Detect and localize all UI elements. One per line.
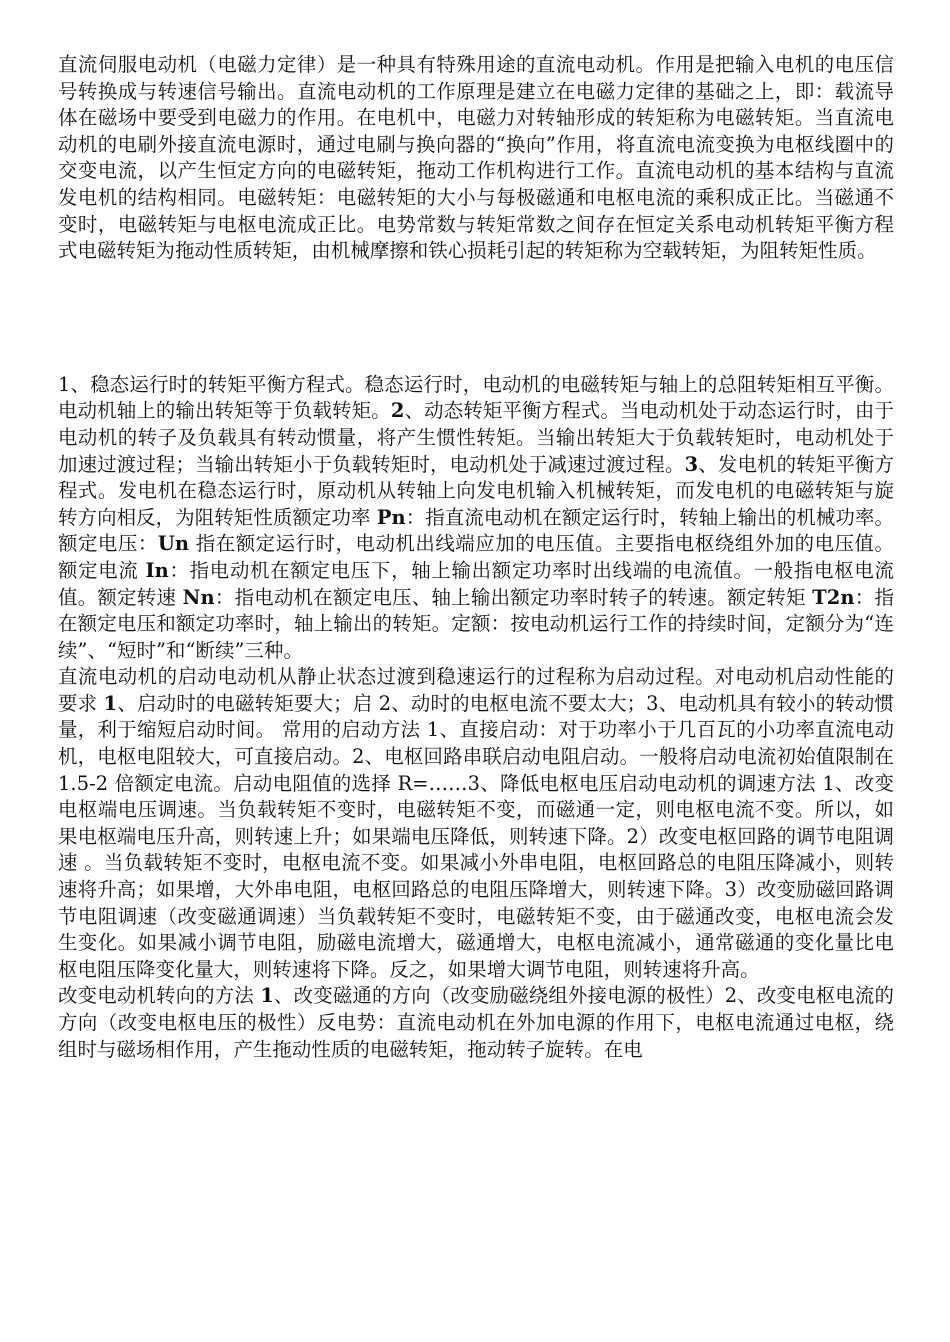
text-run: 指在额定运行时，电动机出线端应加的电压值。主要指电枢绕组外加的电压值。额定电流 bbox=[58, 532, 895, 582]
section-gap bbox=[58, 265, 894, 372]
text-run: 直流电动机的启动电动机从静止状态过渡到稳速运行的过程称为启动过程。对电动机启动性能的要求 bbox=[58, 665, 894, 715]
text-run: ：指在额定电压和额定功率时，轴上输出的转矩。定额：按电动机运行工作的持续时间，定额分为“连续”、“短时”和“断续”三种。 bbox=[58, 585, 894, 662]
text-run: 、改变磁通的方向（改变励磁绕组外接电源的极性）2、改变电枢电流的方向（改变电枢电压的极性）反电势：直流电动机在外加电源的作用下，电枢电流通过电枢，绕组时与磁场相作用，产生拖动性质的电磁转矩，拖动转子旋转。在电 bbox=[58, 984, 894, 1061]
intro-paragraph bbox=[58, 52, 894, 265]
bold-number: 1 bbox=[103, 691, 118, 715]
text-run: ：指电动机在额定电压下，轴上输出额定功率时出线端的电流值。一般指电枢电流值。额定转速 bbox=[58, 558, 894, 609]
text-run: 、发电机的转矩平衡方程式。发电机在稳态运行时，原动机从转轴上向发电机输入机械转矩，而发电机的电磁转矩与旋转方向相反，为阻转矩性质额定功率 bbox=[58, 452, 894, 529]
reversal-paragraph bbox=[58, 983, 894, 1063]
startup-speed-control-paragraph bbox=[58, 664, 894, 983]
bold-number: 2 bbox=[390, 399, 405, 423]
torque-equation-paragraph bbox=[58, 372, 894, 665]
bold-symbol-t2n: T2n bbox=[812, 585, 855, 609]
bold-symbol-pn: Pn bbox=[376, 505, 406, 529]
bold-symbol-nn: Nn bbox=[182, 585, 215, 609]
text-run: 改变电动机转向的方法 bbox=[58, 984, 261, 1008]
bold-number: 3 bbox=[684, 452, 699, 476]
text-run: ：指直流电动机在额定运行时，转轴上输出的机械功率。额定电压： bbox=[58, 505, 894, 556]
bold-symbol-un: Un bbox=[157, 532, 190, 556]
text-run: 、启动时的电磁转矩要大；启 2、动时的电枢电流不要太大；3、电动机具有较小的转动惯量，利于缩短启动时间。 常用的启动方法 1、直接启动：对于功率小于几百瓦的小功率直流电动机，电枢电阻较大，可直接启动。2、电枢回路串联启动电阻启动。一般将启动电流初始值限制在 1.5-2 倍额定电流。启动电阻值的选择 R=……3、降低电枢电压启动电动机的调速方法 1、改变电枢端电压调速。当负载转矩不变时，电磁转矩不变，而磁通一定，则电枢电流不变。所以，如果电枢端电压升高，则转速上升；如果端电压降低，则转速下降。2）改变电枢回路的调节电阻调速 。当负载转矩不变时，电枢电流不变。如果减小外串电阻，电枢回路总的电阻压降减小，则转速将升高；如果增，大外串电阻，电枢回路总的电阻压降增大，则转速下降。3）改变励磁回路调节电阻调速（改变磁通调速）当负载转矩不变时，电磁转矩不变，由于磁通改变，电枢电流会发生变化。如果减小调节电阻，励磁电流增大，磁通增大，电枢电流减小，通常磁通的变化量比电枢电阻压降变化量大，则转速将下降。反之，如果增大调节电阻，则转速将升高。 bbox=[58, 691, 894, 981]
text-run: ：指电动机在额定电压、轴上输出额定功率时转子的转速。额定转矩 bbox=[214, 585, 813, 609]
document-page bbox=[58, 52, 894, 1063]
intro-text: 直流伺服电动机（电磁力定律）是一种具有特殊用途的直流电动机。作用是把输入电机的电压信号转换成与转速信号输出。直流电动机的工作原理是建立在电磁力定律的基础之上，即：载流导体在磁场中要受到电磁力的作用。在电机中，电磁力对转轴形成的转矩称为电磁转矩。当直流电动机的电刷外接直流电源时，通过电刷与换向器的“换向”作用，将直流电流变换为电枢线圈中的交变电流，以产生恒定方向的电磁转矩，拖动工作机构进行工作。直流电动机的基本结构与直流发电机的结构相同。电磁转矩：电磁转矩的大小与每极磁通和电枢电流的乘积成正比。当磁通不变时，电磁转矩与电枢电流成正比。电势常数与转矩常数之间存在恒定关系电动机转矩平衡方程式电磁转矩为拖动性质转矩，由机械摩擦和铁心损耗引起的转矩称为空载转矩，为阻转矩性质。 bbox=[58, 53, 894, 263]
bold-symbol-in: In bbox=[145, 558, 169, 582]
text-run: 、动态转矩平衡方程式。当电动机处于动态运行时，由于电动机的转子及负载具有转动惯量，将产生惯性转矩。当输出转矩大于负载转矩时，电动机处于加速过渡过程；当输出转矩小于负载转矩时，电动机处于减速过渡过程。 bbox=[58, 399, 895, 476]
text-run: 1、稳态运行时的转矩平衡方程式。稳态运行时，电动机的电磁转矩与轴上的总阻转矩相互平衡。电动机轴上的输出转矩等于负载转矩。 bbox=[58, 372, 894, 423]
bold-number: 1 bbox=[260, 984, 274, 1008]
